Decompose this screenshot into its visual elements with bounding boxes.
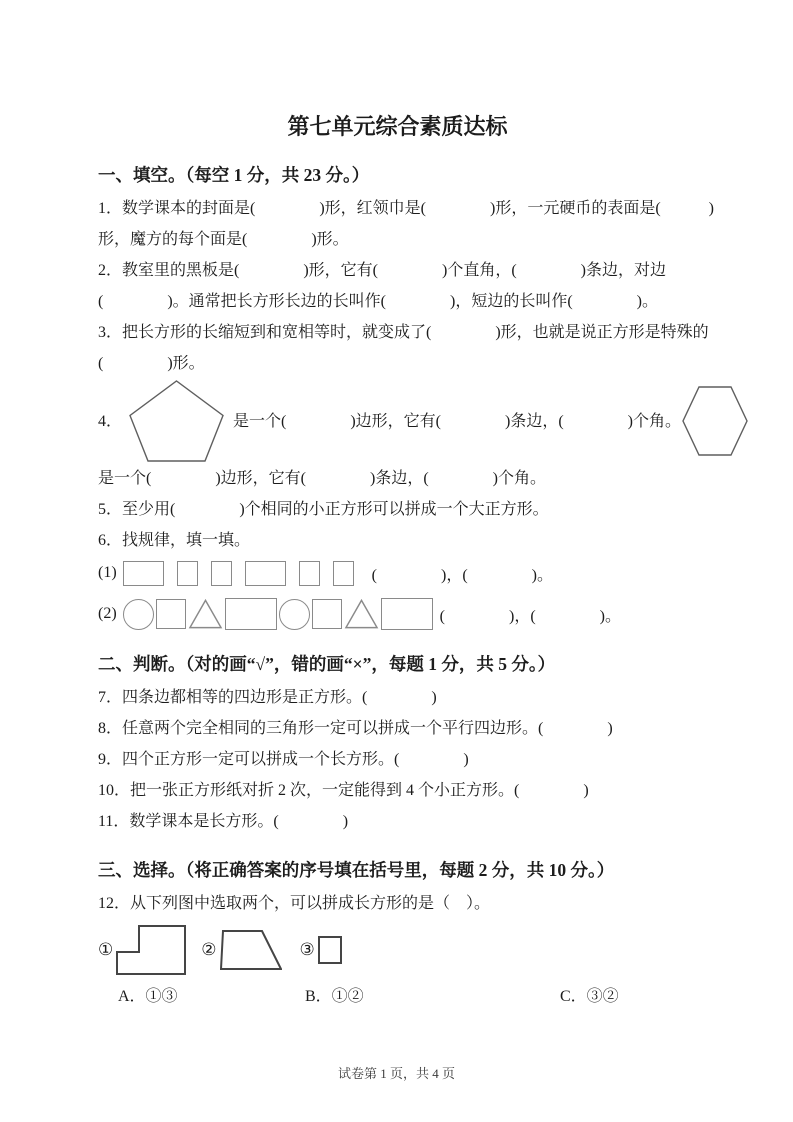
question2-line1: 2．教室里的黑板是( )形，它有( )个直角，( )条边，对边	[98, 262, 666, 279]
trapezoid-icon	[220, 930, 282, 970]
small-square-icon	[318, 936, 342, 964]
l-shape-icon	[116, 925, 186, 975]
section3-heading: 三、选择。（将正确答案的序号填在括号里，每题 2 分，共 10 分。）	[98, 860, 615, 880]
rect-b-icon	[225, 598, 277, 630]
question3-line2: ( )形。	[98, 355, 205, 372]
rect-b-icon	[381, 598, 433, 630]
hexagon-icon	[681, 385, 749, 457]
option-c: C．③②	[560, 988, 619, 1005]
option-b: B．①②	[305, 988, 364, 1005]
question4-line2: 是一个( )边形，它有( )条边，( )个角。	[98, 470, 546, 487]
question7: 7．四条边都相等的四边形是正方形。( )	[98, 689, 437, 706]
question1-line2: 形，魔方的每个面是( )形。	[98, 231, 349, 248]
figure-2-label: ②	[201, 940, 217, 959]
question6-intro: 6．找规律，填一填。	[98, 532, 251, 549]
pattern-1-blanks: ( )，( )。	[371, 566, 553, 584]
option-a: A．①③	[118, 988, 178, 1005]
question4-row	[98, 379, 697, 463]
circle-b-icon	[123, 599, 154, 630]
circle-b-icon	[279, 599, 310, 630]
question5: 5．至少用( )个相同的小正方形可以拼成一个大正方形。	[98, 501, 549, 518]
section2-heading: 二、判断。（对的画“√”，错的画“×”，每题 1 分，共 5 分。）	[98, 654, 556, 674]
figure-3-label: ③	[299, 940, 315, 959]
pattern-1-label: (1)	[98, 564, 117, 581]
question12-figures	[98, 919, 697, 981]
question9: 9．四个正方形一定可以拼成一个长方形。( )	[98, 751, 469, 768]
question4-line1: 是一个( )边形，它有( )条边，( )个角。	[233, 412, 681, 430]
question1-line1: 1．数学课本的封面是( )形，红领巾是( )形，一元硬币的表面是( )	[98, 200, 714, 217]
question12: 12．从下列图中选取两个，可以拼成长方形的是（ ）。	[98, 895, 491, 912]
square-a-icon	[299, 561, 320, 586]
question6-pattern-1	[98, 556, 697, 590]
square-a-icon	[211, 561, 232, 586]
pattern-2-blanks: ( )，( )。	[439, 607, 621, 625]
section1-heading: 一、填空。（每空 1 分，共 23 分。）	[98, 165, 370, 185]
square-a-icon	[333, 561, 354, 586]
triangle-b-icon	[188, 598, 223, 630]
question6-pattern-2	[98, 597, 697, 631]
question10: 10．把一张正方形纸对折 2 次，一定能得到 4 个小正方形。( )	[98, 782, 589, 799]
rect-a-icon	[245, 561, 286, 586]
triangle-b-icon	[344, 598, 379, 630]
page-footer: 试卷第 1 页，共 4 页	[337, 1066, 455, 1081]
question8: 8．任意两个完全相同的三角形一定可以拼成一个平行四边形。( )	[98, 720, 613, 737]
figure-1-label: ①	[98, 940, 114, 959]
rect-a-icon	[123, 561, 164, 586]
square-a-icon	[177, 561, 198, 586]
question3-line1: 3．把长方形的长缩短到和宽相等时，就变成了( )形，也就是说正方形是特殊的	[98, 324, 709, 341]
question11: 11．数学课本是长方形。( )	[98, 813, 349, 830]
square-b-icon	[312, 599, 342, 629]
pattern-2-shapes	[123, 598, 435, 630]
pattern-1-shapes	[123, 561, 367, 586]
question4-number: 4．	[98, 412, 123, 430]
page-title: 第七单元综合素质达标	[287, 114, 508, 139]
square-b-icon	[156, 599, 186, 629]
pentagon-icon	[128, 379, 225, 463]
question12-options	[98, 981, 697, 1012]
question2-line2: ( )。通常把长方形长边的长叫作( )，短边的长叫作( )。	[98, 293, 658, 310]
pattern-2-label: (2)	[98, 605, 117, 622]
